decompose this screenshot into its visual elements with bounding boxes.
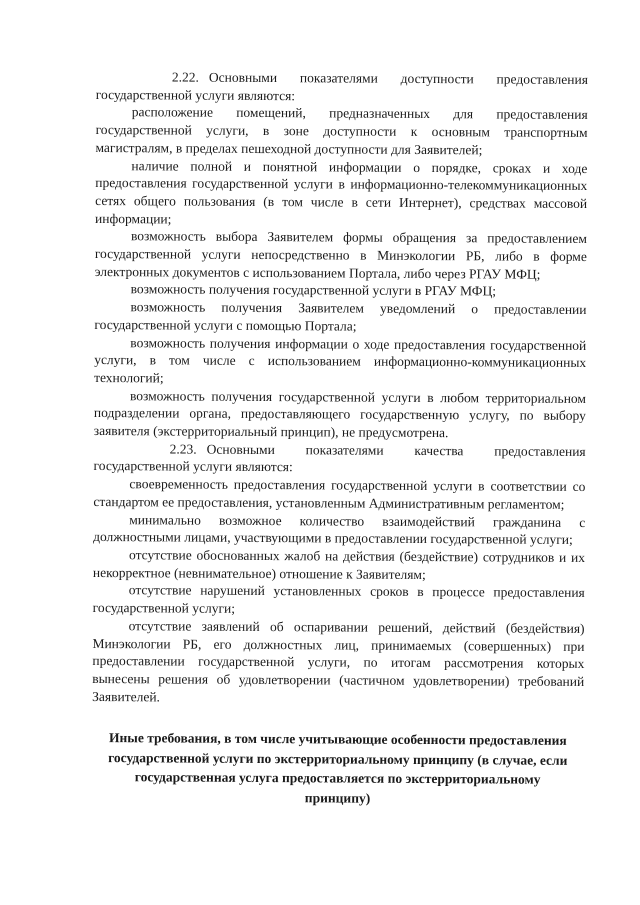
list-item: расположение помещений, предназначенных для предоставления государственной услуги, в зоне доступности к основным транспортным магистралям, в пределах пешеходной доступности для Заявителей; (95, 104, 588, 158)
document-page (91, 68, 588, 809)
list-item: отсутствие нарушений установленных сроков в процессе предоставления государственной услуги; (92, 582, 585, 616)
section-lead-text: Основными показателями качества предоставления государственной услуги являются: (93, 441, 586, 475)
list-item: отсутствие заявлений об оспаривании решений, действий (бездействия) Минэкологии РБ, его должностных лиц, принимаемых (совершенных) при предоставлении государственной услуги, по итогам рассмотрения которых вынесены решения об удовлетворении (частичном удовлетворении) требований Заявителей. (92, 618, 585, 705)
list-item: возможность получения государственной услуги в РГАУ МФЦ; (130, 281, 497, 299)
list-item: возможность выбора Заявителем формы обращения за предоставлением государственной услуги непосредственно в Минэкологии РБ, либо в форме электронных документов с использованием Портала, либо через РГАУ МФЦ; (94, 228, 588, 282)
list-item: минимально возможное количество взаимодействий гражданина с должностными лицами, участвующими в предоставлении государственной услуги; (93, 511, 586, 548)
section-lead-text: Основными показателями доступности предоставления государственной услуги являются: (95, 69, 588, 103)
list-item: возможность получения Заявителем уведомлений о предоставлении государственной услуги с помощью Портала; (94, 299, 587, 334)
list-item: своевременность предоставления государственной услуги в соответствии со стандартом ее предоставления, установленным Административным регламентом; (93, 476, 586, 512)
section-heading: Иные требования, в том числе учитывающие особенности предоставления государственной услуги по экстерриториальному принципу (в случае, если государственная услуга предоставляется по экстерриториальному принципу) (108, 730, 568, 806)
section-number: 2.22. (171, 69, 199, 85)
list-item: возможность получения информации о ходе предоставления государственной услуги, в том числе с использованием информационно-коммуникационных технологий; (94, 334, 587, 386)
section-2-23-lead (94, 440, 586, 478)
list-item: отсутствие обоснованных жалоб на действия (бездействие) сотрудников и их некорректное (невнимательное) отношение к Заявителям; (92, 547, 586, 582)
section-number: 2.23. (169, 441, 197, 457)
list-item: возможность получения государственной услуги в любом территориальном подразделении органа, предоставляющего государственную услугу, по выбору заявителя (экстерриториальный принцип), не предусмотрена. (93, 387, 587, 441)
list-item: наличие полной и понятной информации о порядке, сроках и ходе предоставления государственной услуги в информационно-телекоммуникационных сетях общего пользования (в том числе в сети Интернет), средствах массовой информации; (95, 157, 588, 227)
section-2-22-lead (96, 68, 588, 106)
